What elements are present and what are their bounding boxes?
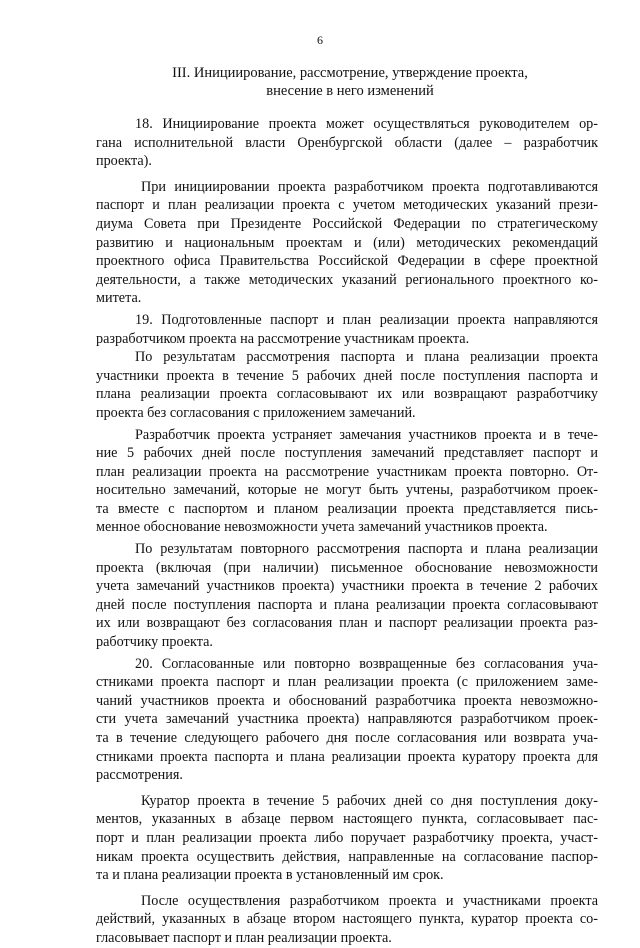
text-line: паспорт и план реализации проекта с учетом методических указаний прези- bbox=[96, 197, 598, 214]
paragraph-item-20 bbox=[96, 655, 598, 785]
text-line: та и плана реализации проекта в установленный им срок. bbox=[96, 867, 444, 884]
text-line: работчику проекта. bbox=[96, 634, 213, 651]
paragraph-repeat-review bbox=[96, 540, 598, 652]
text-line: порт и план реализации проекта либо поручает разработчику проекта, участ- bbox=[96, 829, 598, 846]
text-line: По результатам рассмотрения паспорта и плана реализации проекта bbox=[135, 349, 598, 366]
section-heading bbox=[150, 64, 550, 100]
text-line: 18. Инициирование проекта может осуществляться руководителем ор- bbox=[135, 116, 598, 132]
text-line: 20. Согласованные или повторно возвращенные без согласования уча- bbox=[135, 655, 598, 672]
text-line: действий, указанных в абзаце втором настоящего пункта, куратор проекта со- bbox=[96, 911, 598, 928]
text-line: участники проекта в течение 5 рабочих дней после поступления паспорта и bbox=[96, 367, 598, 384]
text-line: гана исполнительной власти Оренбургской области (далее – разработчик bbox=[96, 134, 598, 151]
text-line: плана реализации проекта согласовывают их или возвращают разработчику bbox=[96, 386, 598, 403]
text-line: проекта (включая (при наличии) письменное обоснование невозможности bbox=[96, 559, 598, 576]
text-line: чаний участников проекта и обоснований разработчика проекта невозможно- bbox=[96, 692, 598, 709]
section-heading-line: III. Инициирование, рассмотрение, утверждение проекта, bbox=[172, 65, 528, 81]
paragraph-item-19 bbox=[96, 311, 598, 348]
text-line: их или возвращают без согласования план и паспорт реализации проекта раз- bbox=[96, 615, 598, 632]
text-line: диума Совета при Президенте Российской Федерации по стратегическому bbox=[96, 215, 598, 232]
text-line: ментов, указанных в абзаце первом настоящего пункта, согласовывает пас- bbox=[96, 811, 598, 828]
paragraph-curator-review bbox=[96, 792, 598, 885]
text-line: никам проекта осуществить действия, направленные на согласование паспор- bbox=[96, 848, 598, 865]
paragraph-item-18 bbox=[96, 115, 598, 171]
text-line: менное обоснование невозможности учета замечаний участников проекта. bbox=[96, 519, 548, 536]
text-line: митета. bbox=[96, 290, 142, 307]
text-line: сти учета замечаний участника проекта) направляются разработчиком проек- bbox=[96, 711, 598, 728]
text-line: Куратор проекта в течение 5 рабочих дней со дня поступления доку- bbox=[141, 792, 598, 809]
paragraph-curator-approval bbox=[96, 892, 598, 948]
text-line: Разработчик проекта устраняет замечания участников проекта и в тече- bbox=[135, 426, 598, 443]
text-line: носительно замечаний, которые не могут быть учтены, разработчиком проек- bbox=[96, 482, 598, 499]
text-line: проекта). bbox=[96, 153, 152, 170]
text-line: После осуществления разработчиком проекта и участниками проекта bbox=[141, 892, 598, 909]
text-line: развитию и национальным проектам и (или) методических рекомендаций bbox=[96, 234, 598, 251]
text-line: проекта без согласования с приложением замечаний. bbox=[96, 404, 416, 421]
text-line: стниками проекта паспорта и плана реализации проекта куратору проекта для bbox=[96, 748, 598, 765]
section-heading-line: внесение в него изменений bbox=[266, 83, 434, 99]
text-line: деятельности, а также методических указаний регионального проектного ко- bbox=[96, 271, 598, 288]
text-line: учета замечаний участников проекта) участники проекта в течение 2 рабочих bbox=[96, 578, 598, 595]
text-line: та вместе с паспортом и планом реализации проекта представляется пись- bbox=[96, 500, 598, 517]
paragraph-initiation bbox=[96, 178, 598, 308]
paragraph-review-results bbox=[96, 348, 598, 422]
text-line: По результатам повторного рассмотрения паспорта и плана реализации bbox=[135, 541, 598, 558]
text-line: ние 5 рабочих дней после поступления замечаний представляет паспорт и bbox=[96, 445, 598, 462]
text-line: гласовывает паспорт и план реализации проекта. bbox=[96, 929, 392, 946]
document-body bbox=[96, 115, 598, 948]
text-line: рассмотрения. bbox=[96, 767, 183, 784]
text-line: проектного офиса Правительства Российской Федерации в сфере проектной bbox=[96, 253, 598, 270]
text-line: разработчиком проекта на рассмотрение участникам проекта. bbox=[96, 330, 470, 347]
text-line: 19. Подготовленные паспорт и план реализации проекта направляются bbox=[135, 311, 598, 328]
page-number: 6 bbox=[317, 33, 323, 47]
paragraph-developer-fixes bbox=[96, 426, 598, 538]
text-line: та в течение следующего рабочего дня после согласования или возврата уча- bbox=[96, 730, 598, 746]
text-line: дней после поступления паспорта и плана реализации проекта согласовывают bbox=[96, 596, 598, 613]
text-line: стниками проекта паспорт и план реализации проекта (с приложением заме- bbox=[96, 674, 598, 691]
text-line: план реализации проекта на рассмотрение участникам проекта повторно. От- bbox=[96, 463, 598, 480]
text-line: При инициировании проекта разработчиком проекта подготавливаются bbox=[141, 178, 598, 195]
